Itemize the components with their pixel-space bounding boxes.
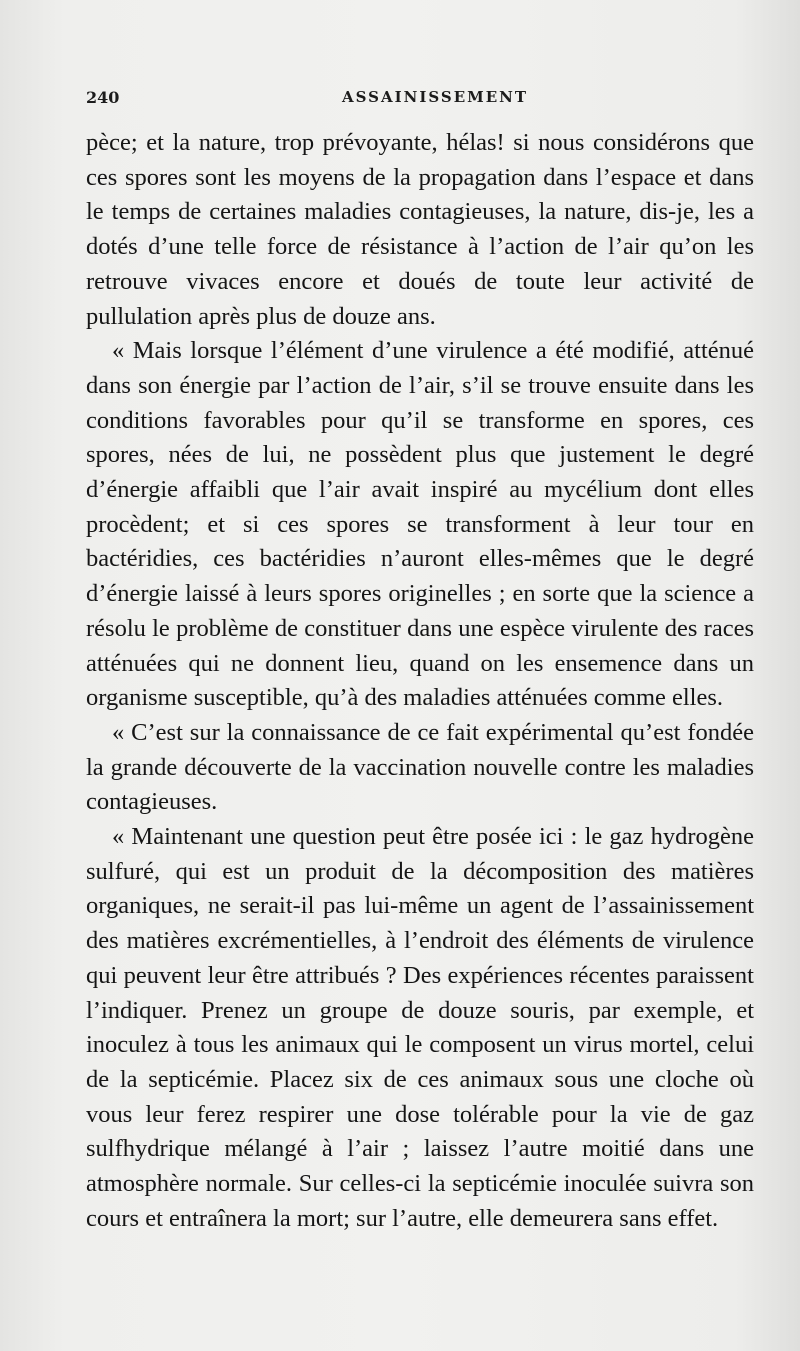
paragraph-continuation: pèce; et la nature, trop prévoyante, hélas! si nous considérons que ces spores sont les moyens de la propagation dans l’espace et dans le temps de certaines maladies contagieuses, la nature, dis-je, les a dotés d’une telle force de résistance à l’action de l’air qu’on les retrouve vivaces encore et doués de toute leur activité de pullulation après plus de douze ans. <box>86 129 754 330</box>
page-number: 240 <box>86 88 120 107</box>
paragraph: « Mais lorsque l’élément d’une virulence a été modifié, atténué dans son énergie par l’action de l’air, s’il se trouve ensuite dans les conditions favorables pour qu’il se transforme en spores, ces spores, nées de lui, ne possèdent plus que justement le degré d’énergie affaibli que l’air avait inspiré au mycélium dont elles procèdent; et si ces spores se transforment à leur tour en bactéridies, ces bactéridies n’auront elles-mêmes que le degré d’énergie laissé à leurs spores originelles ; en sorte que la science a résolu le problème de constituer dans une espèce virulente des races atténuées qui ne donnent lieu, quand on les ensemence dans un organisme susceptible, qu’à des maladies atténuées comme elles. <box>86 337 754 712</box>
paragraph: « Maintenant une question peut être posée ici : le gaz hydrogène sulfuré, qui est un produit de la décomposition des matières organiques, ne serait-il pas lui-même un agent de l’assainissement des matières excrémentielles, à l’endroit des éléments de virulence qui peuvent leur être attribués ? Des expériences récentes paraissent l’indiquer. Prenez un groupe de douze souris, par exemple, et inoculez à tous les animaux qui le composent un virus mortel, celui de la septicémie. Placez six de ces animaux sous une cloche où vous leur ferez respirer une dose tolérable pour la vie de gaz sulfhydrique mélangé à l’air ; laissez l’autre moitié dans une atmosphère normale. Sur celles-ci la septicémie inoculée suivra son cours et entraînera la mort; sur l’autre, elle demeurera sans effet. <box>86 823 754 1232</box>
running-title: ASSAINISSEMENT <box>342 88 529 106</box>
page-header <box>86 88 754 116</box>
body-text <box>86 126 754 1237</box>
paragraph: « C’est sur la connaissance de ce fait expérimental qu’est fondée la grande découverte de la vaccination nouvelle contre les maladies contagieuses. <box>86 718 754 816</box>
